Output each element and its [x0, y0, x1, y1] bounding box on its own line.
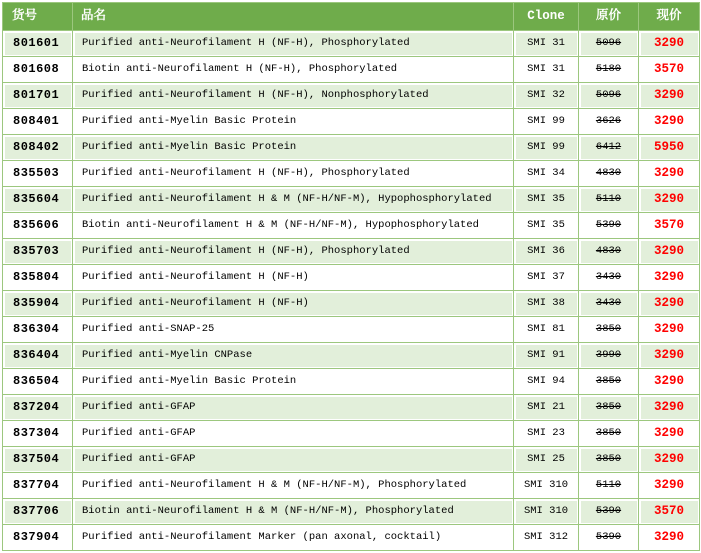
cell-clone-text: SMI 312: [523, 531, 569, 543]
cell-old-price: [579, 265, 639, 291]
cell-clone: [514, 57, 579, 83]
cell-item-no: [3, 187, 73, 213]
cell-new-price: [639, 57, 700, 83]
cell-clone-text: SMI 94: [527, 375, 565, 387]
cell-new-price-text: 3290: [653, 192, 684, 206]
cell-clone: [514, 421, 579, 447]
cell-old-price-text: 3990: [595, 349, 622, 361]
cell-old-price: [579, 473, 639, 499]
cell-product-name-text: Biotin anti-Neurofilament H & M (NF-H/NF-M), Phosphorylated: [82, 505, 454, 517]
cell-old-price: [579, 135, 639, 161]
cell-old-price-text: 4830: [595, 245, 622, 257]
table-row: [3, 395, 700, 421]
cell-item-no-text: 836404: [13, 348, 60, 362]
cell-clone: [514, 135, 579, 161]
table-row: [3, 31, 700, 57]
cell-old-price-text: 3850: [595, 323, 622, 335]
cell-product-name: [73, 31, 514, 57]
cell-item-no-text: 801601: [13, 36, 60, 50]
cell-new-price-text: 3290: [653, 322, 684, 336]
cell-old-price: [579, 499, 639, 525]
cell-product-name-text: Purified anti-Myelin Basic Protein: [82, 375, 297, 387]
table-row: [3, 499, 700, 525]
cell-clone-text: SMI 23: [527, 427, 565, 439]
cell-item-no: [3, 83, 73, 109]
cell-new-price-text: 3290: [653, 400, 684, 414]
cell-old-price-text: 5390: [595, 219, 622, 231]
header-row: [3, 3, 700, 31]
cell-product-name-text: Purified anti-Neurofilament H (NF-H): [82, 297, 309, 309]
cell-product-name-text: Purified anti-Neurofilament H & M (NF-H/NF-M), Hypophosphorylated: [82, 193, 492, 205]
cell-product-name: [73, 57, 514, 83]
cell-old-price: [579, 525, 639, 551]
cell-item-no-text: 836304: [13, 322, 60, 336]
cell-item-no-text: 836504: [13, 374, 60, 388]
cell-item-no: [3, 213, 73, 239]
cell-product-name: [73, 499, 514, 525]
cell-new-price-text: 3570: [653, 218, 684, 232]
cell-clone-text: SMI 31: [527, 63, 565, 75]
col-header-old-price: [579, 3, 639, 31]
cell-item-no-text: 835904: [13, 296, 60, 310]
cell-new-price: [639, 31, 700, 57]
cell-old-price-text: 3850: [595, 375, 622, 387]
cell-clone-text: SMI 35: [527, 193, 565, 205]
col-header-item-no: [3, 3, 73, 31]
cell-new-price: [639, 239, 700, 265]
cell-old-price: [579, 447, 639, 473]
cell-new-price: [639, 499, 700, 525]
cell-clone: [514, 31, 579, 57]
col-header-new-price: [639, 3, 700, 31]
cell-item-no-text: 801701: [13, 88, 60, 102]
cell-item-no: [3, 161, 73, 187]
cell-product-name-text: Biotin anti-Neurofilament H (NF-H), Phosphorylated: [82, 63, 398, 75]
cell-product-name-text: Purified anti-Neurofilament H & M (NF-H/NF-M), Phosphorylated: [82, 479, 467, 491]
cell-old-price: [579, 213, 639, 239]
cell-item-no: [3, 135, 73, 161]
table-row: [3, 161, 700, 187]
cell-product-name: [73, 109, 514, 135]
cell-product-name-text: Purified anti-Neurofilament H (NF-H), Phosphorylated: [82, 167, 410, 179]
cell-old-price: [579, 291, 639, 317]
cell-clone-text: SMI 21: [527, 401, 565, 413]
cell-clone-text: SMI 35: [527, 219, 565, 231]
cell-product-name-text: Purified anti-Neurofilament H (NF-H): [82, 271, 309, 283]
cell-item-no-text: 837706: [13, 504, 60, 518]
cell-new-price-text: 3290: [653, 478, 684, 492]
cell-old-price-text: 3850: [595, 401, 622, 413]
cell-old-price: [579, 161, 639, 187]
cell-clone-text: SMI 32: [527, 89, 565, 101]
col-header-clone: [514, 3, 579, 31]
cell-new-price-text: 3290: [653, 244, 684, 258]
cell-item-no-text: 835503: [13, 166, 60, 180]
cell-old-price: [579, 369, 639, 395]
table-row: [3, 447, 700, 473]
cell-product-name-text: Purified anti-Neurofilament H (NF-H), Nonphosphorylated: [82, 89, 429, 101]
cell-old-price-text: 5390: [595, 505, 622, 517]
cell-item-no: [3, 31, 73, 57]
cell-old-price-text: 3430: [595, 297, 622, 309]
cell-product-name-text: Purified anti-GFAP: [82, 401, 196, 413]
cell-new-price: [639, 473, 700, 499]
cell-item-no-text: 835606: [13, 218, 60, 232]
col-header-new-price-text: 现价: [656, 9, 682, 23]
cell-new-price: [639, 161, 700, 187]
cell-product-name: [73, 421, 514, 447]
cell-clone-text: SMI 37: [527, 271, 565, 283]
cell-product-name-text: Purified anti-Myelin Basic Protein: [82, 115, 297, 127]
cell-item-no: [3, 57, 73, 83]
cell-new-price-text: 3290: [653, 270, 684, 284]
cell-clone-text: SMI 38: [527, 297, 565, 309]
cell-item-no-text: 835604: [13, 192, 60, 206]
cell-new-price-text: 3570: [653, 62, 684, 76]
cell-product-name: [73, 473, 514, 499]
cell-item-no: [3, 369, 73, 395]
cell-product-name: [73, 135, 514, 161]
cell-old-price-text: 5110: [595, 479, 622, 491]
cell-clone: [514, 265, 579, 291]
cell-new-price-text: 3290: [653, 166, 684, 180]
cell-item-no: [3, 317, 73, 343]
cell-new-price: [639, 317, 700, 343]
table-row: [3, 213, 700, 239]
cell-new-price: [639, 187, 700, 213]
cell-new-price: [639, 135, 700, 161]
price-table-container: [2, 2, 700, 551]
cell-old-price: [579, 239, 639, 265]
price-table: [2, 2, 700, 551]
table-row: [3, 187, 700, 213]
cell-clone-text: SMI 81: [527, 323, 565, 335]
cell-item-no: [3, 447, 73, 473]
cell-item-no: [3, 499, 73, 525]
cell-old-price-text: 5180: [595, 63, 622, 75]
cell-clone-text: SMI 34: [527, 167, 565, 179]
cell-new-price: [639, 291, 700, 317]
cell-old-price-text: 5096: [595, 89, 622, 101]
cell-new-price: [639, 421, 700, 447]
cell-new-price-text: 3290: [653, 374, 684, 388]
cell-clone: [514, 161, 579, 187]
cell-new-price-text: 3570: [653, 504, 684, 518]
cell-product-name: [73, 525, 514, 551]
cell-product-name-text: Purified anti-GFAP: [82, 453, 196, 465]
cell-clone: [514, 317, 579, 343]
cell-clone-text: SMI 99: [527, 115, 565, 127]
cell-old-price-text: 5096: [595, 37, 622, 49]
cell-item-no-text: 837904: [13, 530, 60, 544]
cell-product-name: [73, 291, 514, 317]
cell-clone: [514, 109, 579, 135]
cell-item-no: [3, 109, 73, 135]
cell-new-price-text: 5950: [653, 140, 684, 154]
cell-old-price-text: 3430: [595, 271, 622, 283]
cell-product-name: [73, 83, 514, 109]
cell-item-no: [3, 239, 73, 265]
cell-old-price: [579, 395, 639, 421]
table-row: [3, 57, 700, 83]
cell-new-price-text: 3290: [653, 426, 684, 440]
cell-old-price: [579, 57, 639, 83]
cell-product-name-text: Purified anti-Myelin CNPase: [82, 349, 253, 361]
table-row: [3, 525, 700, 551]
cell-old-price-text: 3850: [595, 453, 622, 465]
cell-clone: [514, 187, 579, 213]
table-row: [3, 83, 700, 109]
cell-item-no-text: 835703: [13, 244, 60, 258]
cell-old-price: [579, 317, 639, 343]
table-row: [3, 135, 700, 161]
cell-old-price-text: 6412: [595, 141, 622, 153]
cell-new-price: [639, 525, 700, 551]
cell-new-price-text: 3290: [653, 452, 684, 466]
cell-clone-text: SMI 99: [527, 141, 565, 153]
table-row: [3, 239, 700, 265]
cell-product-name-text: Purified anti-Neurofilament H (NF-H), Phosphorylated: [82, 245, 410, 257]
cell-old-price: [579, 109, 639, 135]
cell-clone: [514, 395, 579, 421]
cell-clone: [514, 447, 579, 473]
cell-product-name-text: Purified anti-Neurofilament Marker (pan axonal, cocktail): [82, 531, 442, 543]
cell-clone-text: SMI 91: [527, 349, 565, 361]
cell-item-no: [3, 343, 73, 369]
cell-clone: [514, 291, 579, 317]
cell-new-price-text: 3290: [653, 114, 684, 128]
cell-clone-text: SMI 310: [523, 505, 569, 517]
table-row: [3, 317, 700, 343]
cell-clone-text: SMI 31: [527, 37, 565, 49]
cell-product-name-text: Biotin anti-Neurofilament H & M (NF-H/NF-M), Hypophosphorylated: [82, 219, 479, 231]
cell-product-name: [73, 161, 514, 187]
cell-new-price: [639, 83, 700, 109]
cell-clone: [514, 525, 579, 551]
cell-clone: [514, 83, 579, 109]
cell-old-price-text: 5110: [595, 193, 622, 205]
cell-old-price-text: 4830: [595, 167, 622, 179]
cell-product-name: [73, 447, 514, 473]
table-row: [3, 291, 700, 317]
cell-item-no: [3, 421, 73, 447]
col-header-item-no-text: 货号: [12, 9, 38, 23]
cell-new-price: [639, 213, 700, 239]
cell-new-price: [639, 109, 700, 135]
table-row: [3, 343, 700, 369]
cell-new-price-text: 3290: [653, 88, 684, 102]
table-row: [3, 109, 700, 135]
cell-clone-text: SMI 310: [523, 479, 569, 491]
col-header-product-name: [73, 3, 514, 31]
cell-old-price: [579, 343, 639, 369]
cell-item-no: [3, 291, 73, 317]
cell-product-name: [73, 343, 514, 369]
cell-old-price-text: 3850: [595, 427, 622, 439]
cell-item-no: [3, 473, 73, 499]
cell-product-name: [73, 395, 514, 421]
cell-new-price-text: 3290: [653, 296, 684, 310]
cell-item-no: [3, 395, 73, 421]
cell-old-price: [579, 83, 639, 109]
table-row: [3, 421, 700, 447]
cell-item-no-text: 835804: [13, 270, 60, 284]
cell-old-price: [579, 31, 639, 57]
cell-item-no-text: 837204: [13, 400, 60, 414]
col-header-clone-text: Clone: [527, 9, 565, 23]
cell-clone: [514, 499, 579, 525]
table-row: [3, 369, 700, 395]
cell-item-no: [3, 525, 73, 551]
cell-clone: [514, 239, 579, 265]
cell-new-price: [639, 369, 700, 395]
cell-product-name-text: Purified anti-GFAP: [82, 427, 196, 439]
table-row: [3, 265, 700, 291]
cell-item-no-text: 801608: [13, 62, 60, 76]
cell-product-name: [73, 213, 514, 239]
cell-new-price-text: 3290: [653, 530, 684, 544]
cell-old-price: [579, 187, 639, 213]
table-row: [3, 473, 700, 499]
cell-item-no-text: 837504: [13, 452, 60, 466]
cell-clone-text: SMI 36: [527, 245, 565, 257]
cell-item-no: [3, 265, 73, 291]
cell-item-no-text: 837704: [13, 478, 60, 492]
cell-product-name-text: Purified anti-Neurofilament H (NF-H), Phosphorylated: [82, 37, 410, 49]
cell-product-name-text: Purified anti-Myelin Basic Protein: [82, 141, 297, 153]
cell-new-price: [639, 447, 700, 473]
cell-old-price-text: 3626: [595, 115, 622, 127]
cell-clone: [514, 369, 579, 395]
cell-clone: [514, 343, 579, 369]
col-header-old-price-text: 原价: [595, 9, 621, 23]
cell-item-no-text: 808402: [13, 140, 60, 154]
cell-clone-text: SMI 25: [527, 453, 565, 465]
cell-new-price-text: 3290: [653, 36, 684, 50]
cell-product-name: [73, 369, 514, 395]
cell-item-no-text: 808401: [13, 114, 60, 128]
cell-new-price: [639, 343, 700, 369]
col-header-product-name-text: 品名: [81, 9, 107, 23]
cell-old-price: [579, 421, 639, 447]
cell-product-name-text: Purified anti-SNAP-25: [82, 323, 215, 335]
cell-clone: [514, 213, 579, 239]
cell-new-price-text: 3290: [653, 348, 684, 362]
cell-item-no-text: 837304: [13, 426, 60, 440]
cell-new-price: [639, 265, 700, 291]
cell-product-name: [73, 317, 514, 343]
cell-new-price: [639, 395, 700, 421]
cell-product-name: [73, 187, 514, 213]
cell-clone: [514, 473, 579, 499]
cell-old-price-text: 5390: [595, 531, 622, 543]
cell-product-name: [73, 239, 514, 265]
cell-product-name: [73, 265, 514, 291]
